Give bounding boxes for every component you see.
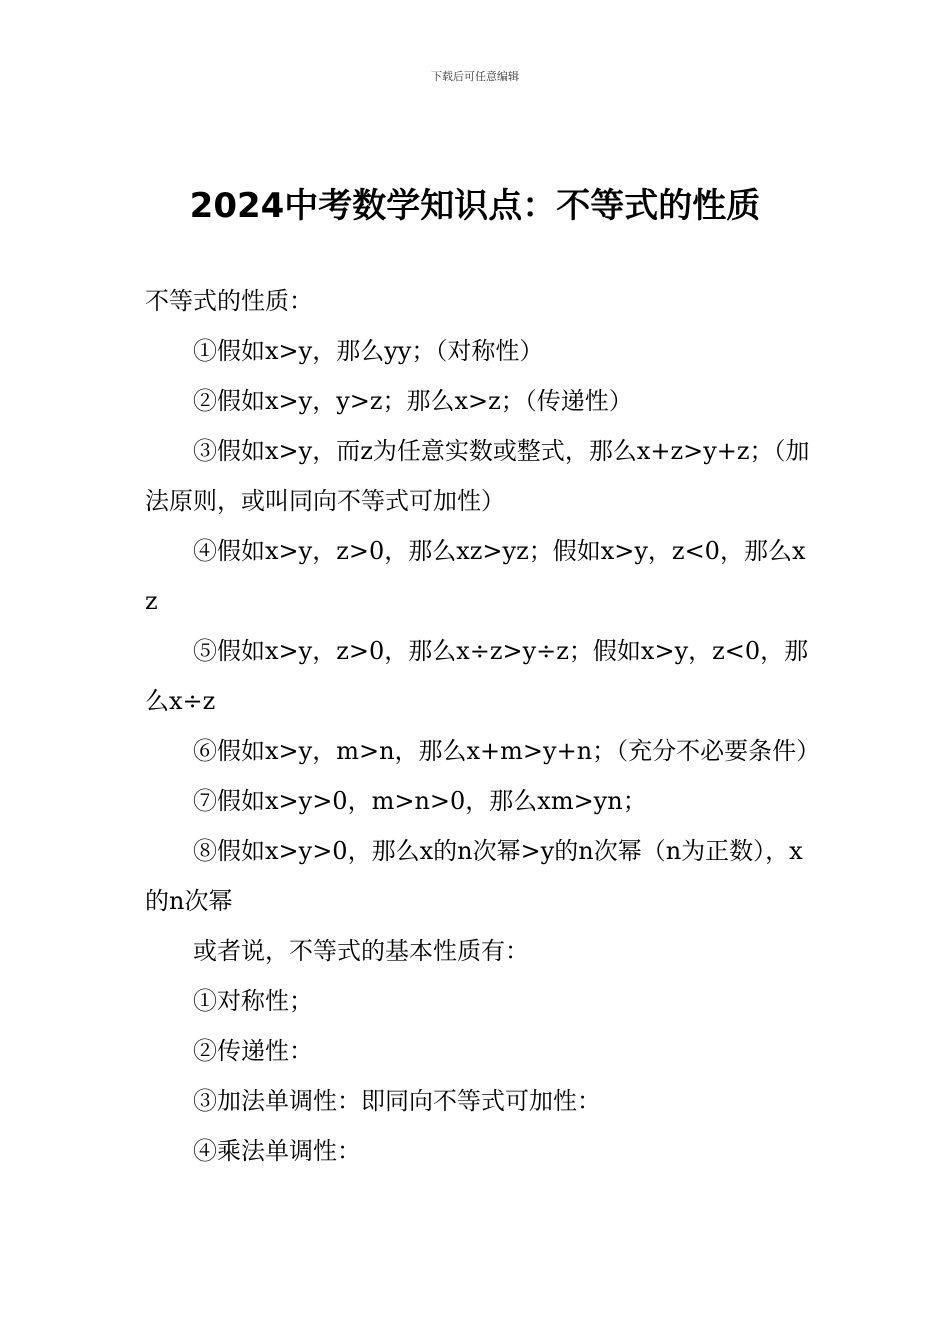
paragraph: ①对称性； — [193, 987, 313, 1015]
document-body — [145, 276, 821, 1176]
paragraph: ②传递性： — [193, 1037, 313, 1065]
paragraph: ②假如x>y，y>z；那么x>z；（传递性） — [193, 387, 633, 415]
paragraph: ④假如x>y，z>0，那么xz>yz；假如x>y，z<0，那么xz — [145, 537, 806, 615]
document-title: 2024中考数学知识点：不等式的性质 — [189, 186, 761, 226]
paragraph: ①假如x>y，那么yy；（对称性） — [193, 337, 544, 365]
paragraph: 不等式的性质： — [145, 287, 313, 315]
paragraph: ⑥假如x>y，m>n，那么x+m>y+n；（充分不必要条件） — [193, 737, 821, 765]
paragraph: ③加法单调性：即同向不等式可加性： — [193, 1087, 601, 1115]
paragraph: ③假如x>y，而z为任意实数或整式，那么x+z>y+z；（加法原则，或叫同向不等式可加性） — [145, 437, 810, 515]
paragraph: ⑤假如x>y，z>0，那么x÷z>y÷z；假如x>y，z<0，那么x÷z — [145, 637, 809, 715]
paragraph: 或者说，不等式的基本性质有： — [193, 937, 529, 965]
paragraph: ④乘法单调性： — [193, 1137, 361, 1165]
header-note: 下载后可任意编辑 — [431, 70, 519, 83]
paragraph: ⑧假如x>y>0，那么x的n次幂>y的n次幂（n为正数），x的n次幂 — [145, 837, 803, 915]
paragraph: ⑦假如x>y>0，m>n>0，那么xm>yn； — [193, 787, 647, 815]
